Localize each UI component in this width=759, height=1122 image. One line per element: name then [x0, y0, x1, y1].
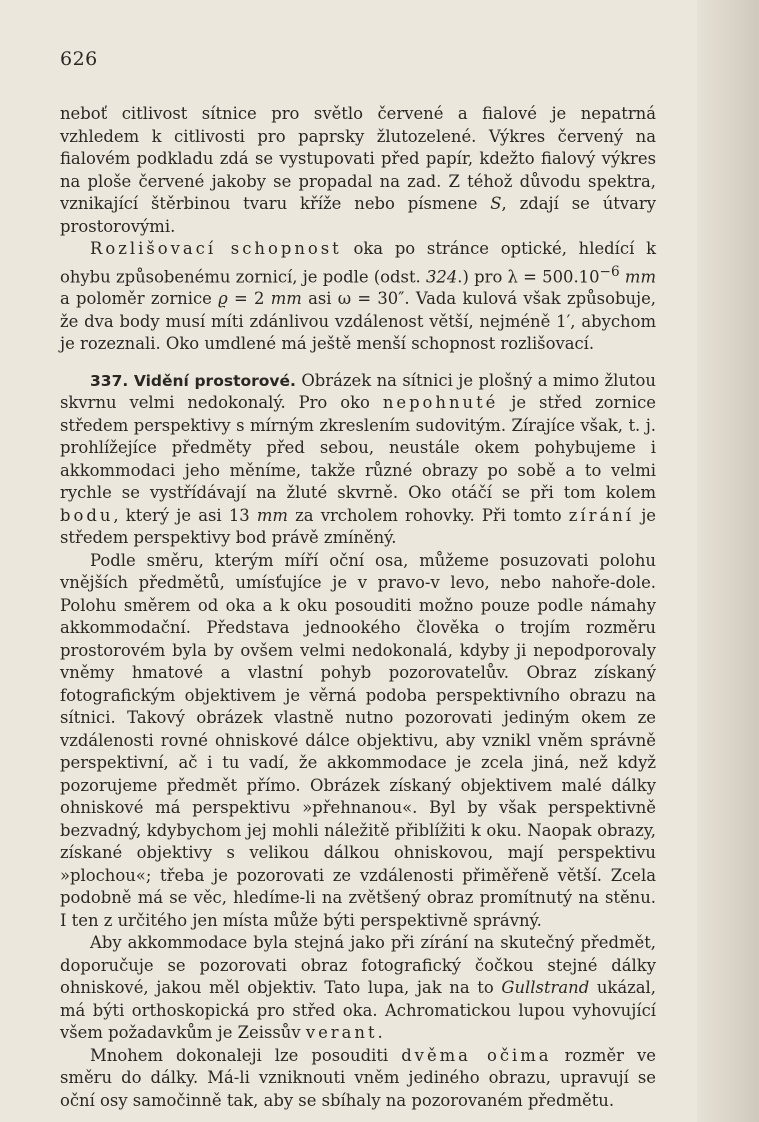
section-gap	[60, 356, 656, 370]
paragraph-3-text-a: Obrázek na sítnici je plošný a mimo žlutou skvrnu velmi nedokonalý. Pro oko	[60, 370, 656, 413]
paragraph-3-term-c: zírání	[568, 505, 635, 525]
paragraph-6-text-a: Mnohem dokonaleji lze posouditi	[90, 1045, 402, 1065]
paragraph-2-term: Rozlišovací schopnost	[90, 239, 342, 258]
paragraph-3-term-a: nepohnuté	[382, 393, 499, 413]
page-edge-shadow	[697, 0, 759, 1122]
paragraph-2	[60, 238, 656, 356]
paragraph-2-section-ref: 324	[425, 266, 458, 286]
paragraph-6-term: dvěma očima	[401, 1045, 552, 1065]
paragraph-3-text-d: za vrcholem rohovky. Při tomto	[287, 505, 569, 525]
paragraph-6-text-b: rozměr ve směru do dálky. Má-li vzniknouti vněm jediného obrazu, upravují se oční osy samočinně tak, aby se sbíhaly na pozorovaném předmětu.	[60, 1045, 656, 1110]
paragraph-2-text-a: oka po stránce optické, hledící k ohybu způsobenému zornicí, je podle (odst.	[60, 239, 656, 286]
paragraph-6	[60, 1045, 656, 1113]
paragraph-1-text-b: , zdají se útvary prostorovými.	[60, 194, 656, 236]
paragraph-5-term: verant	[305, 1023, 378, 1043]
paragraph-2-exponent: −6	[599, 263, 620, 280]
paragraph-1-letter-s: S	[490, 194, 502, 213]
paragraph-3-text-e: je středem perspektivy bod právě zmíněný.	[60, 505, 656, 548]
paragraph-2-text-d: = 2	[227, 289, 271, 309]
paragraph-1-text-a: neboť citlivost sítnice pro světlo červené a fialové je nepatrná vzhledem k citlivosti pro paprsky žlutozelené. Výkres červený na fialovém podkladu zdá se vystupovati před papír, kdežto fialový výkres na ploše červené jakoby se propadal na zad. Z téhož důvodu spektra, vznikající štěrbinou tvaru kříže nebo písmene	[60, 104, 656, 213]
paragraph-2-text-e: asi ω = 30″. Vada kulová však způsobuje, že dva body musí míti zdánlivou vzdálenost větší, nejméně 1′, abychom je rozeznali. Oko umdlené má ještě menší schopnost rozlišovací.	[60, 289, 656, 354]
paragraph-3-term-b: bodu	[60, 505, 114, 525]
paragraph-5-text-b: ukázal, má býti orthoskopická pro střed oka. Achromatickou lupou vyhovující všem požadavkům je Zeissův	[60, 978, 656, 1043]
paragraph-4: Podle směru, kterým míří oční osa, můžeme posuzovati polohu vnějších předmětů, umísťujíce je v pravo-v levo, nebo nahoře-dole. Polohu směrem od oka a k oku posouditi možno pouze podle námahy akkommodační. Představa jednookého člověka o trojím rozměru prostorovém byla by ovšem velmi nedokonalá, kdyby ji nepodporovaly vněmy hmatové a vlastní pohyb pozorovatelův. Obraz získaný fotografickým objektivem je věrná podoba perspektivního obrazu na sítnici. Takový obrázek vlastně nutno pozorovati jediným okem ze vzdálenosti rovné ohniskové dálce objektivu, aby vznikl vněm správně perspektivní, ač i tu vadí, že akkommodace je zcela jiná, než když pozorujeme předmět přímo. Obrázek získaný objektivem malé dálky ohniskové má perspektivu »přehnanou«. Byl by však perspektivně bezvadný, kdybychom jej mohli náležitě přiblížiti k oku. Naopak obrazy, získané objektivy s velikou dálkou ohniskovou, mají perspektivu »plochou«; třeba je pozorovati ze vzdálenosti přiměřeně větší. Zcela podobně má se věc, hledíme-li na zvětšený obraz promítnutý na stěnu. I ten z určitého jen místa může býti perspektivně správný.	[60, 550, 656, 930]
text-column	[60, 103, 656, 1112]
paragraph-5-text-c: .	[377, 1023, 383, 1043]
paragraph-3	[60, 370, 656, 550]
paragraph-2-rho: ϱ	[218, 289, 228, 309]
paragraph-2-unit-a: mm	[624, 266, 656, 286]
paragraph-2-text-c: a poloměr zornice	[60, 289, 219, 309]
section-heading-337: 337. Vidění prostorové.	[90, 371, 296, 390]
paragraph-3-unit: mm	[256, 505, 288, 525]
paragraph-5	[60, 932, 656, 1045]
paragraph-3-text-c: , který je asi 13	[113, 505, 257, 525]
paragraph-3-text-b: je střed zornice středem perspektivy s mírným zkreslením sudovitým. Zírajíce však, t. j. prohlížejíce předměty před sebou, neustále okem pohybujeme i akkommodaci jeho měníme, takže různé obrazy po sobě a to velmi rychle se vystřídávají na žluté skvrně. Oko otáčí se při tom kolem	[60, 393, 656, 503]
page-number: 626	[60, 48, 98, 70]
paragraph-5-text-a: Aby akkommodace byla stejná jako při zírání na skutečný předmět, doporučuje se pozorovati obraz fotografický čočkou stejné dálky ohniskové, jakou měl objektiv. Tato lupa, jak na to	[60, 933, 656, 998]
paragraph-2-text-b: .) pro λ = 500.10	[457, 266, 600, 286]
paragraph-2-unit-b: mm	[270, 289, 302, 309]
paragraph-5-name: Gullstrand	[501, 978, 590, 998]
paragraph-1	[60, 103, 656, 238]
